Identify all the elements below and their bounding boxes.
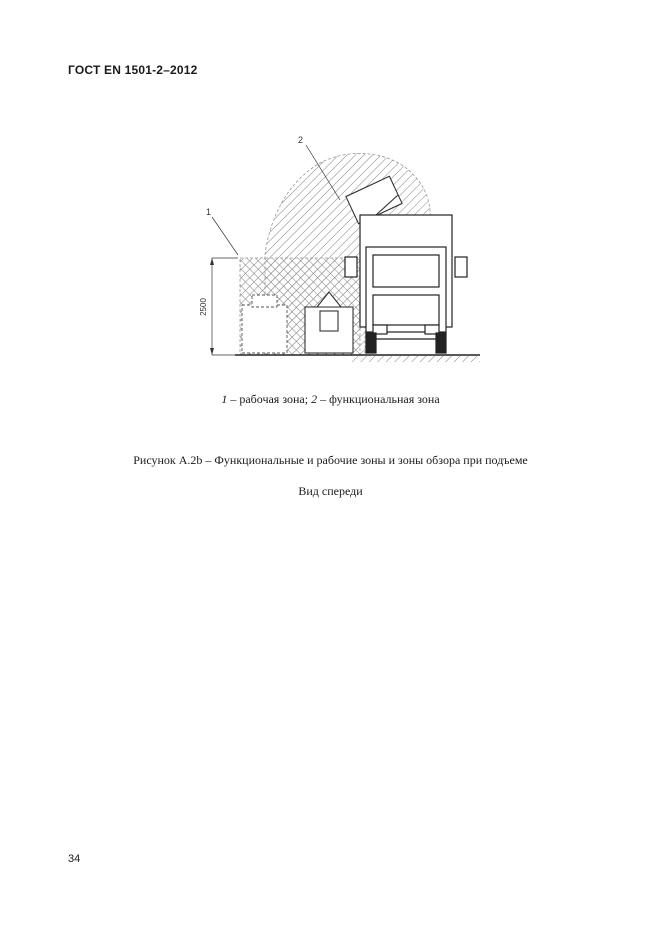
legend-num-2: 2 [311,392,318,406]
dimension-2500 [199,258,238,355]
figure-subcaption: Вид спереди [298,484,363,498]
legend-num-1: 1 [221,392,228,406]
zone-label-2: 2 [298,135,304,145]
zone-label-1: 1 [206,207,212,217]
page-number: 34 [68,853,81,865]
figure-caption: Рисунок А.2b – Функциональные и рабочие зоны и зоны обзора при подъеме [133,453,528,467]
truck-zones-drawing [190,125,490,375]
ground-line [235,355,480,362]
legend-text-2: – функциональная зона [317,392,440,406]
legend-text-1: – рабочая зона; [227,392,312,406]
figure-legend [0,392,661,407]
document-header: ГОСТ EN 1501-2–2012 [68,63,198,77]
figure-front-view [190,125,490,375]
dimension-label: 2500 [199,298,208,316]
